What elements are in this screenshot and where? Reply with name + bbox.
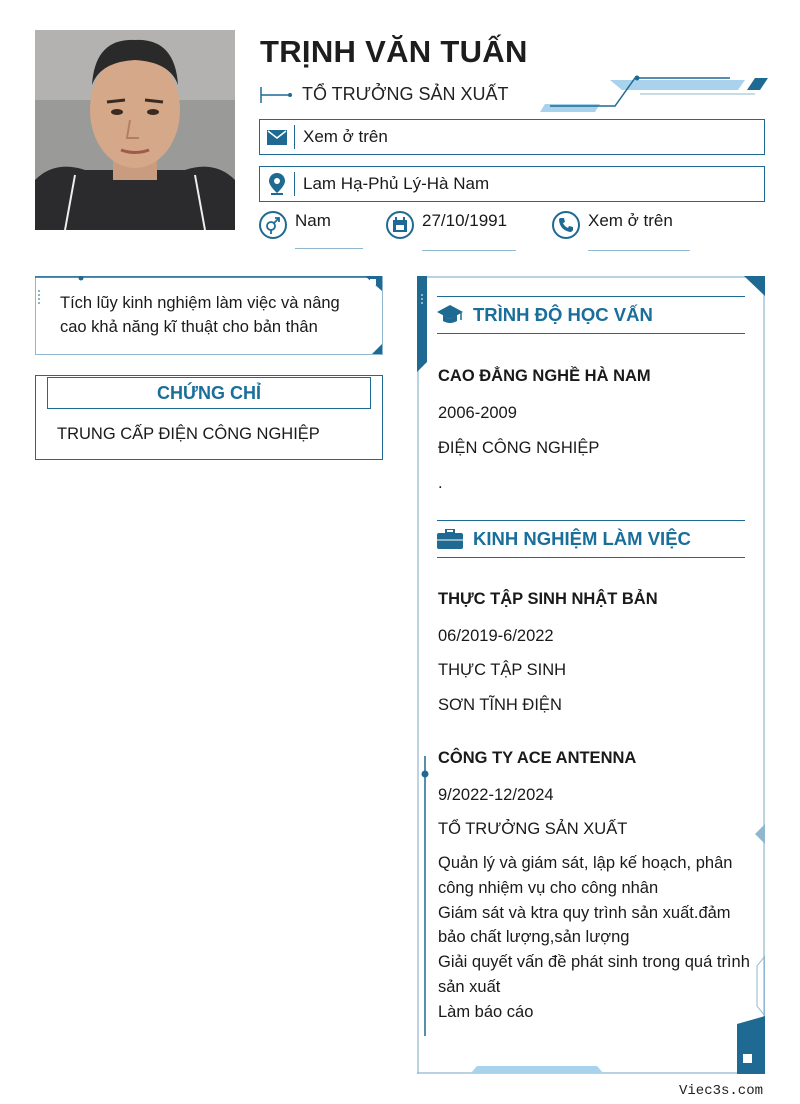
job-title-row — [260, 84, 509, 105]
job-position: TỔ TRƯỞNG SẢN XUẤT — [438, 820, 628, 838]
job-duties — [438, 851, 753, 1025]
footer-brand: Viec3s.com — [678, 1083, 763, 1099]
divider — [295, 248, 363, 249]
certificates-title: CHỨNG CHỈ — [47, 377, 371, 409]
address-value: Lam Hạ-Phủ Lý-Hà Nam — [303, 174, 490, 193]
gender-value: Nam — [295, 211, 331, 230]
candidate-name: TRỊNH VĂN TUẤN — [260, 34, 528, 69]
duty-item: Giám sát và ktra quy trình sản xuất.đảm bảo chất lượng,sản lượng — [438, 903, 731, 947]
education-period: 2006-2009 — [438, 404, 517, 422]
location-pin-icon — [269, 173, 285, 195]
divider — [588, 250, 690, 251]
education-title: TRÌNH ĐỘ HỌC VẤN — [473, 304, 653, 325]
circuit-decoration — [540, 70, 770, 115]
avatar — [35, 30, 235, 230]
experience-title: KINH NGHIỆM LÀM VIỆC — [473, 528, 691, 549]
job-company: CÔNG TY ACE ANTENNA — [438, 749, 637, 767]
email-value: Xem ở trên — [303, 127, 388, 146]
job-title: TỔ TRƯỞNG SẢN XUẤT — [302, 84, 509, 104]
job-position: THỰC TẬP SINH — [438, 661, 567, 679]
education-header — [437, 296, 745, 334]
birthday-item — [386, 211, 507, 239]
school-name: CAO ĐẲNG NGHỀ HÀ NAM — [438, 367, 651, 385]
duty-item: Giải quyết vấn đề phát sinh trong quá trình sản xuất — [438, 953, 750, 996]
title-line-icon — [260, 85, 294, 105]
email-row — [259, 119, 765, 155]
education-major: ĐIỆN CÔNG NGHIỆP — [438, 439, 600, 457]
certificate-item: TRUNG CẤP ĐIỆN CÔNG NGHIỆP — [57, 425, 320, 443]
birthday-value: 27/10/1991 — [422, 211, 508, 230]
phone-icon — [558, 217, 574, 233]
email-icon — [267, 130, 287, 145]
gender-icon — [264, 216, 282, 234]
job-detail: SƠN TĨNH ĐIỆN — [438, 696, 562, 714]
job-period: 06/2019-6/2022 — [438, 627, 554, 645]
gender-item — [259, 211, 331, 239]
duty-item: Làm báo cáo — [438, 1002, 534, 1021]
profile-photo — [35, 30, 235, 230]
address-row — [259, 166, 765, 202]
certificates-box — [35, 375, 383, 460]
phone-value: Xem ở trên — [588, 211, 673, 230]
experience-header — [437, 520, 745, 558]
briefcase-icon — [437, 529, 463, 549]
phone-item — [552, 211, 673, 239]
calendar-icon — [392, 217, 408, 233]
job-company: THỰC TẬP SINH NHẬT BẢN — [438, 590, 658, 608]
job-period: 9/2022-12/2024 — [438, 786, 554, 804]
education-note: . — [438, 474, 443, 492]
duty-item: Quản lý và giám sát, lập kế hoạch, phân công nhiệm vụ cho công nhân — [438, 854, 733, 897]
objective-box — [35, 276, 383, 355]
graduation-cap-icon — [437, 305, 463, 325]
divider — [422, 250, 516, 251]
objective-text: Tích lũy kinh nghiệm làm việc và nâng cao khả năng kĩ thuật cho bản thân — [60, 294, 340, 336]
